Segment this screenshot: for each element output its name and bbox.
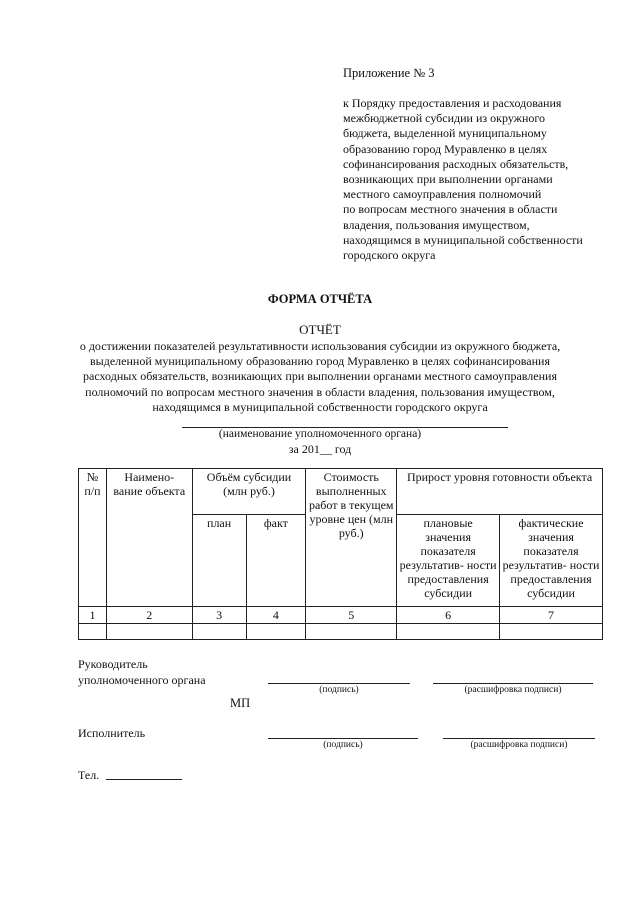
appendix-text-line: по вопросам местного значения в области (343, 202, 558, 217)
column-number: 3 (192, 607, 246, 624)
executor-signature-caption: (подпись) (323, 740, 363, 750)
table-cell[interactable] (106, 624, 192, 640)
header-number: № п/п (79, 469, 107, 607)
appendix-text (343, 96, 613, 263)
table-cell[interactable] (500, 624, 603, 640)
header-subsidy-volume: Объём субсидии (млн руб.) (192, 469, 306, 515)
report-description (60, 339, 580, 415)
header-object-name: Наимено- вание объекта (106, 469, 192, 607)
appendix-text-line: софинансирования расходных обязательств, (343, 156, 569, 171)
executor-decoding-caption: (расшифровка подписи) (470, 740, 568, 750)
column-number: 4 (246, 607, 306, 624)
report-period: за 201__ год (288, 442, 352, 456)
head-decoding-line[interactable] (433, 683, 593, 684)
column-number: 6 (397, 607, 500, 624)
head-signer-line2: уполномоченного органа (78, 673, 206, 687)
phone-label: Тел. (78, 768, 100, 782)
head-signature-caption: (подпись) (319, 685, 359, 695)
appendix-text-line: образованию город Муравленко в целях (343, 141, 548, 156)
appendix-text-line: городского округа (343, 248, 436, 263)
report-title: ОТЧЁТ (299, 322, 341, 337)
header-plan: план (192, 515, 246, 607)
appendix-label: Приложение № 3 (343, 66, 435, 80)
header-work-cost: Стоимость выполненных работ в текущем уровне цен (млн руб.) (306, 469, 397, 607)
column-number: 5 (306, 607, 397, 624)
header-fact: факт (246, 515, 306, 607)
report-text-line: о достижении показателей результативности использования субсидии из окружного бюджета, (79, 339, 561, 353)
report-text-line: находящимся в муниципальной собственности городского округа (152, 399, 488, 414)
appendix-text-line: возникающих при выполнении органами (343, 172, 553, 187)
appendix-text-line: владения, пользования имуществом, (343, 217, 530, 232)
org-name-caption: (наименование уполномоченного органа) (218, 428, 422, 440)
header-readiness-growth: Прирост уровня готовности объекта (397, 469, 603, 515)
head-signer-line1: Руководитель (78, 657, 148, 671)
column-number: 1 (79, 607, 107, 624)
appendix-text-line: находящимся в муниципальной собственности (343, 232, 583, 247)
executor-signature-line[interactable] (268, 738, 418, 739)
head-signer-label (78, 656, 206, 688)
head-decoding-caption: (расшифровка подписи) (464, 685, 562, 695)
report-table (78, 468, 603, 640)
executor-decoding-line[interactable] (443, 738, 595, 739)
table-cell[interactable] (397, 624, 500, 640)
appendix-text-line: бюджета, выделенной муниципальному (343, 126, 547, 141)
report-text-line: расходных обязательств, возникающих при выполнении органами местного самоуправления (83, 369, 557, 384)
table-cell[interactable] (306, 624, 397, 640)
column-number: 2 (106, 607, 192, 624)
header-actual-values: фактические значения показателя результатив- ности предоставления субсидии (500, 515, 603, 607)
table-cell[interactable] (79, 624, 107, 640)
header-planned-values: плановые значения показателя результатив- ности предоставления субсидии (397, 515, 500, 607)
appendix-text-line: межбюджетной субсидии из окружного (343, 111, 545, 126)
table-cell[interactable] (246, 624, 306, 640)
form-title: ФОРМА ОТЧЁТА (267, 292, 373, 306)
report-text-line: полномочий по вопросам местного значения в области владения, пользования имуществом, (85, 384, 555, 399)
report-text-line: выделенной муниципальному образованию город Муравленко в целях софинансирования (90, 354, 550, 369)
column-number: 7 (500, 607, 603, 624)
appendix-text-line: местного самоуправления полномочий (343, 187, 542, 202)
seal-place: МП (230, 696, 251, 710)
executor-label: Исполнитель (78, 726, 146, 740)
appendix-text-line: к Порядку предоставления и расходования (343, 96, 562, 110)
head-signature-line[interactable] (268, 683, 410, 684)
table-cell[interactable] (192, 624, 246, 640)
phone-line[interactable] (106, 779, 182, 780)
